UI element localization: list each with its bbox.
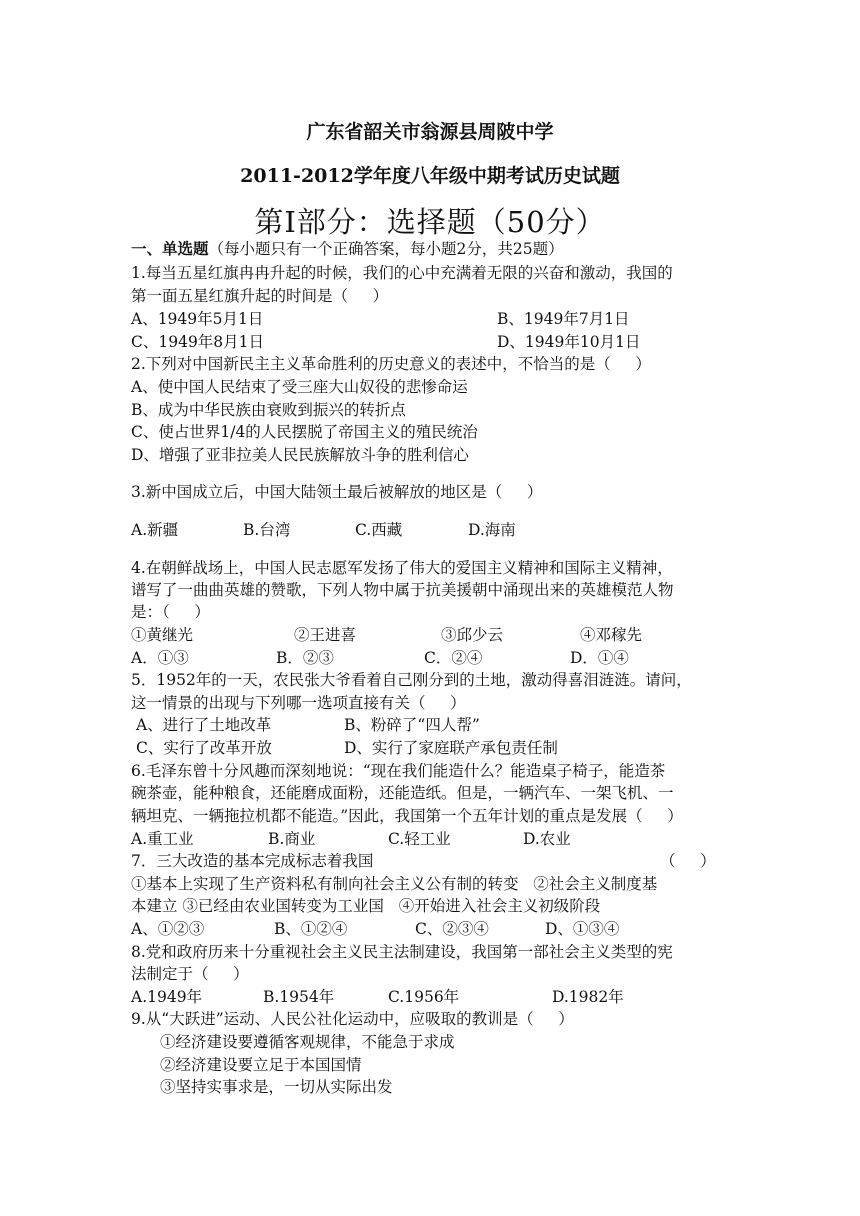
q8-option-d: D.1982年 xyxy=(552,988,624,1006)
q9-item-1: ①经济建设要遵循客观规律，不能急于求成 xyxy=(160,1033,455,1051)
q5-stem-line1: 5．1952年的一天，农民张大爷看着自己刚分到的土地，激动得喜泪涟涟。请问， xyxy=(131,671,692,689)
q1-option-a: A、1949年5月1日 xyxy=(131,310,264,328)
q4-stem-line3: 是：（ ） xyxy=(131,603,210,621)
q1-stem-line2: 第一面五星红旗升起的时间是（ ） xyxy=(131,287,389,305)
q4-stem-line1: 4.在朝鲜战场上，中国人民志愿军发扬了伟大的爱国主义精神和国际主义精神， xyxy=(131,559,673,577)
q7-option-d: D、①③④ xyxy=(545,920,620,938)
q8-stem-line1: 8.党和政府历来十分重视社会主义民主法制建设，我国第一部社会主义类型的宪 xyxy=(131,943,673,961)
q9-stem: 9.从“大跃进”运动、人民公社化运动中，应吸取的教训是（ ） xyxy=(131,1010,574,1028)
section-note: （每小题只有一个正确答案，每小题2分，共25题） xyxy=(208,240,564,258)
q4-item-4: ④邓稼先 xyxy=(580,626,643,644)
q3-option-c: C.西藏 xyxy=(355,521,403,539)
q3-stem: 3.新中国成立后，中国大陆领土最后被解放的地区是（ ） xyxy=(131,483,543,501)
q6-option-b: B.商业 xyxy=(268,830,316,848)
q7-answer-paren: （ ） xyxy=(660,852,716,870)
school-title: 广东省韶关市翁源县周陂中学 xyxy=(306,121,554,143)
q7-option-b: B、①②④ xyxy=(274,920,348,938)
q2-option-d: D、增强了亚非拉美人民民族解放斗争的胜利信心 xyxy=(131,446,469,464)
q2-option-c: C、使占世界1/4的人民摆脱了帝国主义的殖民统治 xyxy=(131,423,478,441)
q2-option-a: A、使中国人民结束了受三座大山奴役的悲惨命运 xyxy=(131,378,468,396)
q1-option-b: B、1949年7月1日 xyxy=(497,310,630,328)
q8-stem-line2: 法制定于（ ） xyxy=(131,965,249,983)
q7-stem-line3: 本建立 ③已经由农业国转变为工业国 ④开始进入社会主义初级阶段 xyxy=(131,897,601,915)
q1-stem-line1: 1.每当五星红旗冉冉升起的时候，我们的心中充满着无限的兴奋和激动，我国的 xyxy=(131,264,673,282)
exam-title: 2011-2012学年度八年级中期考试历史试题 xyxy=(240,165,620,187)
q5-option-a: A、进行了土地改革 xyxy=(136,716,272,734)
section-heading xyxy=(131,238,564,260)
q4-option-d: D．①④ xyxy=(570,649,629,667)
q4-item-3: ③邱少云 xyxy=(441,626,504,644)
q9-item-2: ②经济建设要立足于本国国情 xyxy=(160,1056,362,1074)
q8-option-b: B.1954年 xyxy=(263,988,335,1006)
q2-stem: 2.下列对中国新民主主义革命胜利的历史意义的表述中，不恰当的是（ ） xyxy=(131,355,651,373)
q6-option-a: A.重工业 xyxy=(131,830,194,848)
q1-option-c: C、1949年8月1日 xyxy=(131,333,265,351)
q3-option-a: A.新疆 xyxy=(131,521,179,539)
q5-option-b: B、粉碎了“四人帮” xyxy=(344,716,480,734)
q2-option-b: B、成为中华民族由衰败到振兴的转折点 xyxy=(131,401,406,419)
part-heading: 第Ⅰ部分：选择题（50分） xyxy=(254,205,606,239)
q4-item-1: ①黄继光 xyxy=(131,626,194,644)
q4-stem-line2: 谱写了一曲曲英雄的赞歌，下列人物中属于抗美援朝中涌现出来的英雄模范人物 xyxy=(131,581,674,599)
q6-stem-line3: 辆坦克、一辆拖拉机都不能造。”因此，我国第一个五年计划的重点是发展（ ） xyxy=(131,807,683,825)
q4-option-a: A．①③ xyxy=(131,649,189,667)
q8-option-a: A.1949年 xyxy=(131,988,203,1006)
q3-option-b: B.台湾 xyxy=(243,521,291,539)
q5-option-c: C、实行了改革开放 xyxy=(136,739,272,757)
q5-stem-line2: 这一情景的出现与下列哪一选项直接有关（ ） xyxy=(131,694,466,712)
q8-option-c: C.1956年 xyxy=(388,988,460,1006)
q7-option-c: C、②③④ xyxy=(415,920,489,938)
q3-option-d: D.海南 xyxy=(468,521,516,539)
q6-option-d: D.农业 xyxy=(523,830,571,848)
q4-option-b: B．②③ xyxy=(276,649,334,667)
q7-option-a: A、①②③ xyxy=(131,920,205,938)
q4-item-2: ②王进喜 xyxy=(294,626,357,644)
q5-option-d: D、实行了家庭联产承包责任制 xyxy=(344,739,558,757)
q6-option-c: C.轻工业 xyxy=(388,830,451,848)
q9-item-3: ③坚持实事求是，一切从实际出发 xyxy=(160,1078,393,1096)
q7-stem-line2: ①基本上实现了生产资料私有制向社会主义公有制的转变 ②社会主义制度基 xyxy=(131,875,658,893)
q6-stem-line2: 碗茶壶，能种粮食，还能磨成面粉，还能造纸。但是，一辆汽车、一架飞机、一 xyxy=(131,784,674,802)
q7-stem-line1: 7．三大改造的基本完成标志着我国 xyxy=(131,852,374,870)
q4-option-c: C．②④ xyxy=(424,649,483,667)
q6-stem-line1: 6.毛泽东曾十分风趣而深刻地说：“现在我们能造什么？能造桌子椅子，能造茶 xyxy=(131,762,666,780)
section-label: 一、单选题 xyxy=(131,239,209,258)
q1-option-d: D、1949年10月1日 xyxy=(497,333,641,351)
